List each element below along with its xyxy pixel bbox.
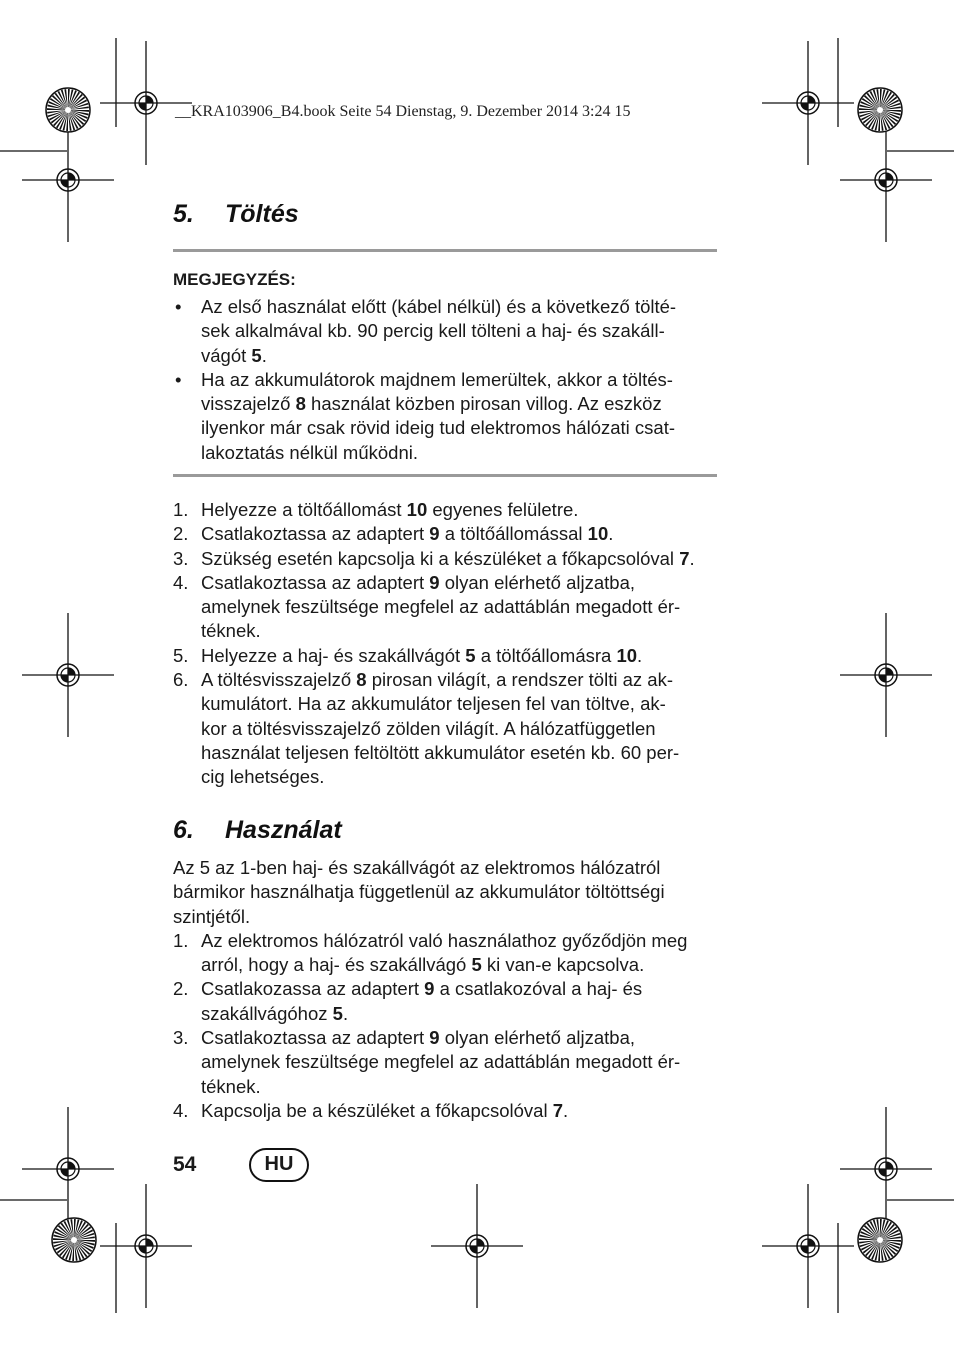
text-line: amelynek feszültsége megfelel az adattáblán megadott ér- (201, 596, 681, 618)
step-number: 2. (173, 978, 189, 1000)
reference-number: 5 (332, 1002, 343, 1024)
reference-number: 10 (587, 523, 609, 545)
crosshair-mark (762, 1184, 854, 1308)
text-line: Helyezze a haj- és szakállvágót 5 a töltőállomásra 10. (201, 644, 643, 666)
starburst-mark (46, 88, 90, 132)
text-line: sek alkalmával kb. 90 percig kell tölteni a haj- és szakáll- (201, 320, 665, 342)
step-number: 5. (173, 644, 189, 666)
crosshair-mark (22, 1107, 114, 1231)
language-badge: HU (249, 1148, 309, 1182)
reference-number: 5 (251, 344, 262, 366)
step-number: 3. (173, 547, 189, 569)
reference-number: 8 (295, 393, 306, 415)
step-number: 1. (173, 929, 189, 951)
crosshair-mark (431, 1184, 523, 1308)
step-number: 3. (173, 1027, 189, 1049)
reference-number: 9 (429, 1027, 440, 1049)
note-label: MEGJEGYZÉS: (173, 270, 296, 289)
section-title-text: Használat (225, 816, 342, 844)
reference-number: 9 (424, 978, 435, 1000)
step-number: 6. (173, 669, 189, 691)
text-line: arról, hogy a haj- és szakállvágó 5 ki van-e kapcsolva. (201, 954, 645, 976)
crosshair-mark (22, 613, 114, 737)
step-number: 1. (173, 499, 189, 520)
text-line: használat teljesen feltöltött akkumulátor esetén kb. 60 per- (201, 741, 680, 763)
print-header: __KRA103906_B4.book Seite 54 Dienstag, 9. Dezember 2014 3:24 15 (175, 103, 631, 120)
step-number: 4. (173, 1099, 189, 1121)
step-number: 2. (173, 523, 189, 545)
reference-number: 9 (429, 523, 440, 545)
reference-number: 8 (356, 669, 367, 691)
text-line: Szükség esetén kapcsolja ki a készüléket a főkapcsolóval 7. (201, 547, 695, 569)
text-line: vágót 5. (201, 344, 267, 366)
crosshair-mark (100, 1184, 192, 1308)
crosshair-mark (840, 1107, 932, 1231)
crosshair-mark (840, 613, 932, 737)
text-line: ilyenkor már csak rövid ideig tud elektromos hálózati csat- (201, 417, 675, 439)
crosshair-mark (840, 118, 932, 242)
reference-number: 7 (679, 547, 690, 569)
page-number: 54 (173, 1153, 197, 1176)
text-line: Csatlakoztassa az adaptert 9 olyan elérhető aljzatba, (201, 571, 635, 593)
text-line: kumulátort. Ha az akkumulátor teljesen fel van töltve, ak- (201, 693, 666, 715)
crosshair-mark (762, 41, 854, 165)
reference-number: 5 (471, 954, 482, 976)
starburst-mark (858, 1218, 902, 1262)
bullet-mark: • (175, 296, 182, 317)
text-line: Helyezze a töltőállomást 10 egyenes felületre. (201, 499, 579, 520)
text-line: Az elektromos hálózatról való használathoz győződjön meg (201, 929, 688, 951)
text-line: cig lehetséges. (201, 766, 325, 788)
starburst-mark (858, 88, 902, 132)
text-line: Az első használat előtt (kábel nélkül) és a következő tölté- (201, 296, 677, 317)
section-number: 5. (173, 200, 194, 228)
bullet-mark: • (175, 368, 182, 390)
reference-number: 10 (406, 499, 428, 520)
crosshair-mark (100, 41, 192, 165)
reference-number: 9 (429, 571, 440, 593)
text-line: téknek. (201, 620, 261, 642)
section-number: 6. (173, 816, 194, 844)
text-line: Csatlakozassa az adaptert 9 a csatlakozóval a haj- és (201, 978, 643, 1000)
step-number: 4. (173, 571, 189, 593)
text-line: Csatlakoztassa az adaptert 9 a töltőállomással 10. (201, 523, 614, 545)
text-line: Ha az akkumulátorok majdnem lemerültek, akkor a töltés- (201, 368, 673, 390)
text-line: Az 5 az 1-ben haj- és szakállvágót az elektromos hálózatról (173, 857, 661, 878)
text-line: Csatlakoztassa az adaptert 9 olyan elérhető aljzatba, (201, 1027, 635, 1049)
reference-number: 7 (552, 1099, 564, 1121)
text-line: téknek. (201, 1075, 261, 1097)
text-line: kor a töltésvisszajelző zölden világít. A hálózatfüggetlen (201, 717, 656, 739)
text-line: Kapcsolja be a készüléket a főkapcsolóval 7. (201, 1099, 569, 1121)
text-line: amelynek feszültsége megfelel az adattáblán megadott ér- (201, 1051, 681, 1073)
text-line: visszajelző 8 használat közben pirosan villog. Az eszköz (201, 393, 662, 415)
crosshair-mark (22, 118, 114, 242)
text-line: bármikor használhatja függetlenül az akkumulátor töltöttségi (173, 881, 665, 903)
starburst-mark (52, 1218, 96, 1262)
reference-number: 5 (465, 644, 476, 666)
text-line: szintjétől. (173, 905, 251, 927)
reference-number: 10 (616, 644, 638, 666)
text-line: A töltésvisszajelző 8 pirosan világít, a rendszer tölti az ak- (201, 669, 673, 691)
section-title-text: Töltés (225, 200, 299, 228)
text-line: szakállvágóhoz 5. (201, 1002, 349, 1024)
text-line: lakoztatás nélkül működni. (201, 441, 418, 463)
